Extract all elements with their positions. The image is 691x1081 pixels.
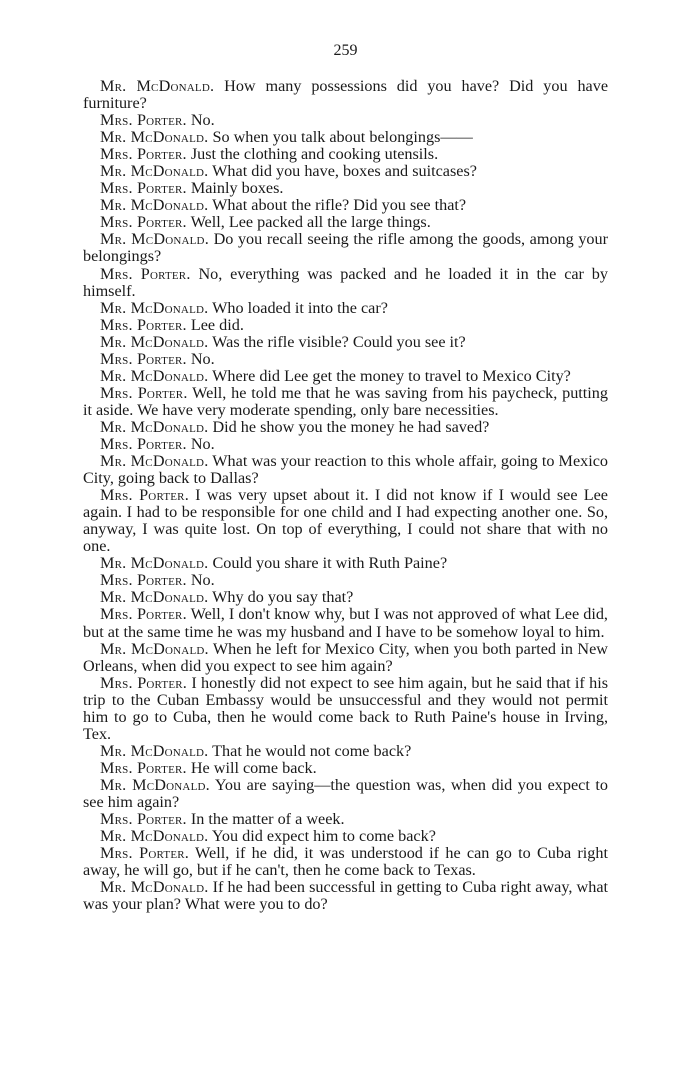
transcript-paragraph [83, 811, 608, 828]
transcript-paragraph [83, 743, 608, 760]
utterance-text: What about the rifle? Did you see that? [212, 196, 467, 215]
speaker-name: Mr. McDonald. [100, 332, 209, 351]
transcript-paragraph [83, 180, 608, 197]
transcript-paragraph [83, 300, 608, 317]
utterance-text: Well, Lee packed all the large things. [190, 213, 431, 232]
utterance-text: I honestly did not expect to see him again, but he said that if his trip to the Cuban Embassy would be unsuccessful and they would not permit him to go to Cuba, then he would come back to Ruth Paine's house in Irving, Tex. [83, 673, 608, 743]
speaker-name: Mr. McDonald. [100, 827, 209, 846]
speaker-name: Mr. McDonald. [100, 196, 209, 215]
speaker-name: Mr. McDonald. [100, 366, 209, 385]
speaker-name: Mrs. Porter. [100, 349, 187, 368]
transcript-paragraph [83, 231, 608, 265]
utterance-text: That he would not come back? [212, 741, 412, 760]
speaker-name: Mr. McDonald. [100, 452, 209, 471]
utterance-text: He will come back. [190, 758, 317, 777]
page-number: 259 [333, 42, 358, 59]
utterance-text: Mainly boxes. [190, 179, 284, 198]
transcript-paragraph [83, 572, 608, 589]
utterance-text: Who loaded it into the car? [212, 298, 388, 317]
speaker-name: Mrs. Porter. [100, 844, 190, 863]
utterance-text: No. [190, 111, 215, 130]
transcript-paragraph [83, 487, 608, 555]
utterance-text: Just the clothing and cooking utensils. [190, 145, 439, 164]
transcript-paragraph [83, 334, 608, 351]
transcript-paragraph [83, 78, 608, 112]
speaker-name: Mr. McDonald. [100, 298, 209, 317]
utterance-text: If he had been successful in getting to Cuba right away, what was your plan? What were you to do? [83, 878, 609, 914]
transcript-paragraph [83, 317, 608, 334]
utterance-text: I was very upset about it. I did not know if I would see Lee again. I had to be responsible for one child and I had expecting another one. So, anyway, I was quite lost. On top of everything, I could not share that with no one. [83, 486, 608, 556]
speaker-name: Mrs. Porter. [100, 145, 187, 164]
utterance-text: Well, he told me that he was saving from his paycheck, putting it aside. We have very moderate spending, only bare necessities. [83, 383, 608, 419]
transcript-paragraph [83, 385, 608, 419]
transcript-paragraph [83, 419, 608, 436]
transcript-paragraph [83, 589, 608, 606]
transcript-paragraph [83, 675, 608, 743]
transcript-body [83, 78, 608, 913]
utterance-text: Well, if he did, it was understood if he can go to Cuba right away, he will go, but if he can't, then he come back to Texas. [83, 844, 608, 880]
utterance-text: Was the rifle visible? Could you see it? [212, 332, 466, 351]
transcript-paragraph [83, 828, 608, 845]
speaker-name: Mr. McDonald. [100, 128, 209, 147]
speaker-name: Mr. McDonald. [100, 162, 209, 181]
transcript-paragraph [83, 879, 608, 913]
speaker-name: Mr. McDonald. [100, 554, 209, 573]
utterance-text: No, everything was packed and he loaded it in the car by himself. [83, 264, 608, 300]
transcript-paragraph [83, 129, 608, 146]
transcript-paragraph [83, 368, 608, 385]
speaker-name: Mrs. Porter. [100, 810, 187, 829]
speaker-name: Mrs. Porter. [100, 179, 187, 198]
speaker-name: Mrs. Porter. [100, 673, 188, 692]
utterance-text: Where did Lee get the money to travel to Mexico City? [212, 366, 571, 385]
utterance-text: Did he show you the money he had saved? [212, 417, 490, 436]
transcript-paragraph [83, 266, 608, 300]
utterance-text: No. [190, 349, 215, 368]
transcript-paragraph [83, 163, 608, 180]
speaker-name: Mr. McDonald. [100, 230, 209, 249]
speaker-name: Mr. McDonald. [100, 878, 209, 897]
transcript-paragraph [83, 453, 608, 487]
utterance-text: You are saying—the question was, when did you expect to see him again? [83, 775, 608, 811]
utterance-text: In the matter of a week. [190, 810, 345, 829]
utterance-text: Could you share it with Ruth Paine? [212, 554, 448, 573]
speaker-name: Mrs. Porter. [100, 264, 191, 283]
speaker-name: Mrs. Porter. [100, 605, 187, 624]
utterance-text: Well, I don't know why, but I was not approved of what Lee did, but at the same time he was my husband and I have to be somehow loyal to him. [83, 605, 608, 641]
utterance-text: Lee did. [190, 315, 244, 334]
utterance-text: What did you have, boxes and suitcases? [212, 162, 477, 181]
speaker-name: Mrs. Porter. [100, 213, 187, 232]
speaker-name: Mr. McDonald. [100, 77, 215, 95]
speaker-name: Mrs. Porter. [100, 571, 187, 590]
transcript-paragraph [83, 641, 608, 675]
transcript-paragraph [83, 436, 608, 453]
transcript-paragraph [83, 777, 608, 811]
utterance-text: When he left for Mexico City, when you both parted in New Orleans, when did you expect to see him again? [83, 639, 608, 675]
speaker-name: Mr. McDonald. [100, 639, 209, 658]
speaker-name: Mrs. Porter. [100, 434, 187, 453]
speaker-name: Mrs. Porter. [100, 315, 187, 334]
transcript-paragraph [83, 351, 608, 368]
transcript-paragraph [83, 760, 608, 777]
utterance-text: Why do you say that? [212, 588, 354, 607]
utterance-text: How many possessions did you have? Did you have furniture? [83, 77, 609, 113]
transcript-paragraph [83, 214, 608, 231]
utterance-text: No. [190, 571, 215, 590]
utterance-text: Do you recall seeing the rifle among the goods, among your belongings? [83, 230, 608, 266]
transcript-paragraph [83, 845, 608, 879]
transcript-paragraph [83, 606, 608, 640]
speaker-name: Mrs. Porter. [100, 758, 187, 777]
transcript-paragraph [83, 555, 608, 572]
speaker-name: Mr. McDonald. [100, 588, 209, 607]
transcript-paragraph [83, 197, 608, 214]
utterance-text: So when you talk about belongings—— [212, 128, 473, 147]
speaker-name: Mrs. Porter. [100, 486, 189, 505]
transcript-paragraph [83, 146, 608, 163]
speaker-name: Mr. McDonald. [100, 417, 209, 436]
speaker-name: Mrs. Porter. [100, 383, 188, 402]
utterance-text: You did expect him to come back? [211, 827, 436, 846]
speaker-name: Mrs. Porter. [100, 111, 187, 130]
speaker-name: Mr. McDonald. [100, 741, 209, 760]
speaker-name: Mr. McDonald. [100, 775, 210, 794]
transcript-paragraph [83, 112, 608, 129]
utterance-text: No. [190, 434, 215, 453]
utterance-text: What was your reaction to this whole affair, going to Mexico City, going back to Dallas? [83, 452, 608, 488]
